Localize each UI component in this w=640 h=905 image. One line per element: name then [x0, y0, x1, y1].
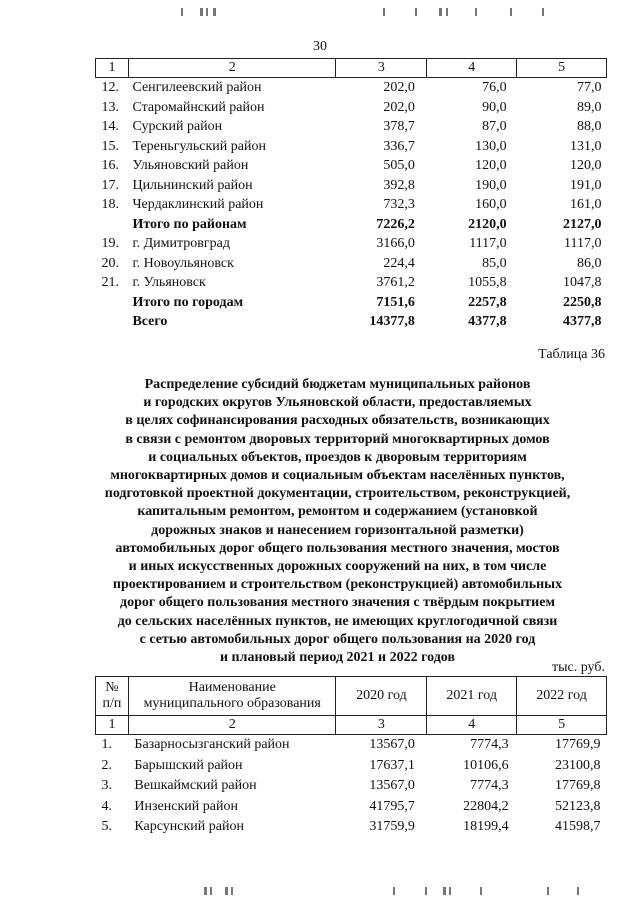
title-line: многоквартирных домов и социальным объектам населённых пунктов,	[110, 468, 565, 484]
row-value-col3: 7226,2	[376, 216, 415, 232]
title-line: до сельских населённых пунктов, не имеющих круглогодичной связи	[117, 613, 558, 629]
row-value-col3: 41795,7	[369, 798, 415, 814]
title-line: Распределение субсидий бюджетам муниципальных районов	[144, 377, 531, 392]
row-value-col3: 13567,0	[369, 737, 415, 752]
header-name-line1: Наименование	[188, 680, 276, 695]
row-number	[96, 312, 129, 332]
row-number: 17.	[101, 177, 119, 193]
row-name: Тереньгульский район	[132, 138, 266, 154]
row-value-col4: 87,0	[482, 119, 507, 134]
table-row	[96, 273, 607, 293]
row-value-col3: 336,7	[383, 138, 415, 154]
row-value-col3: 505,0	[383, 158, 415, 173]
row-number: 4.	[101, 798, 112, 814]
row-number: 20.	[101, 255, 119, 271]
title-line: и плановый период 2021 и 2022 годов	[219, 650, 456, 666]
row-name: Инзенский район	[134, 798, 238, 814]
title-line: и иных искусственных дорожных сооружений на них, в том числе	[128, 559, 547, 575]
row-value-col4: 22804,2	[463, 798, 509, 814]
header-name-line2: муниципального образования	[143, 696, 321, 711]
total-row	[96, 312, 607, 332]
row-value-col3: 13567,0	[369, 778, 415, 793]
row-value-col4: 10106,6	[463, 757, 509, 773]
row-value-col5: 2127,0	[563, 216, 602, 232]
row-value-col4: 120,0	[475, 158, 507, 173]
table-row	[96, 234, 607, 254]
total-row	[96, 293, 607, 313]
row-value-col4: 76,0	[482, 80, 507, 95]
row-number	[96, 293, 129, 313]
row-value-col5: 17769,9	[555, 737, 601, 752]
row-number: 3.	[101, 778, 112, 793]
row-value-col3: 7151,6	[376, 294, 415, 310]
table-row	[96, 735, 607, 756]
row-value-col4: 1055,8	[468, 275, 507, 290]
table-title	[60, 376, 615, 667]
title-line: в целях софинансирования расходных обязательств, возникающих	[125, 413, 550, 429]
row-value-col3: 224,4	[383, 255, 415, 271]
row-number: 14.	[101, 119, 119, 134]
column-number-row	[96, 716, 607, 735]
row-name: Карсунский район	[134, 819, 244, 834]
row-value-col3: 732,3	[383, 197, 415, 212]
column-number-row	[96, 59, 607, 78]
column-number: 4	[427, 59, 517, 78]
row-name: Сенгилеевский район	[132, 80, 262, 95]
row-name: г. Новоульяновск	[132, 255, 234, 271]
total-row	[96, 215, 607, 235]
row-name: Всего	[132, 314, 168, 329]
row-value-col4: 4377,8	[468, 314, 507, 329]
row-value-col3: 202,0	[383, 99, 415, 115]
table-36	[95, 676, 607, 838]
row-value-col4: 130,0	[475, 138, 507, 154]
scan-marks-top	[0, 8, 640, 18]
table-row	[96, 195, 607, 215]
title-line: подготовкой проектной документации, строительством, реконструкцией,	[104, 486, 571, 502]
row-value-col3: 17637,1	[369, 757, 415, 773]
row-number: 16.	[101, 158, 119, 173]
row-value-col5: 1117,0	[564, 236, 602, 251]
row-value-col3: 14377,8	[369, 314, 415, 329]
units-label: тыс. руб.	[552, 660, 605, 675]
row-name: г. Ульяновск	[132, 275, 206, 290]
row-value-col5: 17769,8	[555, 778, 601, 793]
table-row	[96, 78, 607, 98]
table-row	[96, 176, 607, 196]
header-name	[128, 677, 336, 716]
row-value-col3: 31759,9	[369, 819, 415, 834]
header-2022: 2022 год	[517, 677, 607, 716]
row-number: 1.	[101, 737, 112, 752]
row-name: Старомайнский район	[132, 99, 265, 115]
column-number: 1	[96, 59, 129, 78]
row-number: 2.	[101, 757, 112, 773]
row-value-col5: 161,0	[570, 197, 602, 212]
row-value-col5: 120,0	[570, 158, 602, 173]
column-number: 2	[128, 716, 336, 735]
page-number: 30	[313, 39, 327, 54]
table-row	[96, 756, 607, 777]
title-line: и городских округов Ульяновской области, предоставляемых	[143, 395, 532, 411]
row-name: Вешкаймский район	[134, 778, 257, 793]
table-row	[96, 156, 607, 176]
row-value-col4: 18199,4	[463, 819, 509, 834]
scan-marks-bottom	[0, 887, 640, 897]
row-value-col5: 131,0	[570, 138, 602, 154]
table-row	[96, 817, 607, 838]
row-value-col5: 77,0	[577, 80, 602, 95]
title-line: капитальным ремонтом, ремонтом и содержанием (установкой	[137, 504, 538, 520]
title-line: с сетью автомобильных дорог общего пользования на 2020 год	[139, 631, 536, 647]
column-number: 5	[517, 59, 607, 78]
table-row	[96, 98, 607, 118]
row-value-col3: 3761,2	[376, 275, 415, 290]
table-row	[96, 776, 607, 797]
row-value-col4: 190,0	[475, 177, 507, 193]
title-line: дорожных знаков и нанесением горизонтальной разметки)	[151, 522, 524, 538]
column-number: 4	[427, 716, 517, 735]
table-label: Таблица 36	[538, 347, 605, 362]
title-line: в связи с ремонтом дворовых территорий многоквартирных домов	[125, 431, 550, 447]
table-row	[96, 117, 607, 137]
row-name: Базарносызганский район	[134, 737, 290, 752]
title-line: и социальных объектов, проездов к дворовым территориям	[148, 449, 527, 465]
row-value-col5: 191,0	[570, 177, 602, 193]
row-value-col5: 86,0	[577, 255, 602, 271]
row-value-col4: 1117,0	[469, 236, 507, 251]
title-line: проектированием и строительством (реконструкцией) автомобильных	[112, 577, 563, 593]
table-row	[96, 254, 607, 274]
column-number: 3	[336, 716, 427, 735]
header-2020: 2020 год	[336, 677, 427, 716]
row-name: Итого по районам	[132, 216, 247, 232]
row-name: Чердаклинский район	[132, 197, 264, 212]
row-name: Барышский район	[134, 757, 243, 773]
row-number: 19.	[101, 236, 119, 251]
row-value-col4: 7774,3	[470, 778, 509, 793]
row-value-col5: 88,0	[577, 119, 602, 134]
row-value-col5: 4377,8	[563, 314, 602, 329]
row-name: Итого по городам	[132, 294, 244, 310]
row-name: г. Димитровград	[132, 236, 230, 251]
header-number-line1: №	[105, 680, 119, 695]
row-value-col5: 2250,8	[563, 294, 602, 310]
row-name: Сурский район	[132, 119, 223, 134]
row-value-col4: 2257,8	[468, 294, 507, 310]
table-header-row	[96, 677, 607, 716]
row-value-col5: 89,0	[577, 99, 602, 115]
continuation-table	[95, 58, 607, 332]
column-number: 2	[128, 59, 336, 78]
row-value-col5: 1047,8	[563, 275, 602, 290]
row-value-col4: 85,0	[482, 255, 507, 271]
column-number: 3	[336, 59, 427, 78]
row-value-col5: 41598,7	[555, 819, 601, 834]
row-value-col5: 52123,8	[555, 798, 601, 814]
row-value-col4: 90,0	[482, 99, 507, 115]
title-line: автомобильных дорог общего пользования местного значения, мостов	[115, 540, 560, 556]
row-value-col5: 23100,8	[555, 757, 601, 773]
header-number-line2: п/п	[102, 696, 122, 711]
row-value-col3: 3166,0	[376, 236, 415, 251]
row-number: 13.	[101, 99, 119, 115]
row-value-col4: 7774,3	[470, 737, 509, 752]
row-value-col3: 202,0	[383, 80, 415, 95]
row-value-col4: 160,0	[475, 197, 507, 212]
row-number: 12.	[101, 80, 119, 95]
title-line: дорог общего пользования местного значения с твёрдым покрытием	[120, 595, 555, 611]
table-row	[96, 137, 607, 157]
header-number	[96, 677, 129, 716]
table-row	[96, 797, 607, 818]
row-value-col3: 378,7	[383, 119, 415, 134]
row-value-col4: 2120,0	[468, 216, 507, 232]
row-number: 18.	[101, 197, 119, 212]
column-number: 5	[517, 716, 607, 735]
row-number: 5.	[101, 819, 112, 834]
row-value-col3: 392,8	[383, 177, 415, 193]
row-number	[96, 215, 129, 235]
row-number: 21.	[101, 275, 119, 290]
row-name: Цильнинский район	[132, 177, 253, 193]
column-number: 1	[96, 716, 129, 735]
header-2021: 2021 год	[427, 677, 517, 716]
row-number: 15.	[101, 138, 119, 154]
row-name: Ульяновский район	[132, 158, 249, 173]
